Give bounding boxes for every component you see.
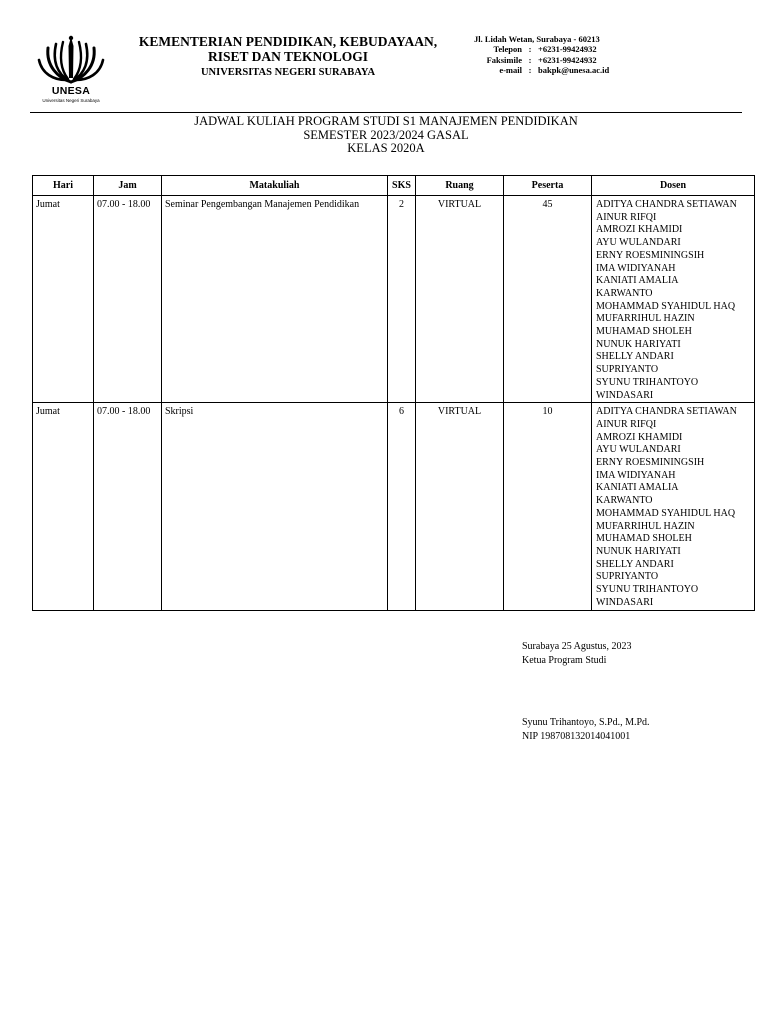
dosen-name: AINUR RIFQI [596, 211, 657, 223]
header-hari: Hari [33, 176, 94, 196]
dosen-name: KARWANTO [596, 495, 653, 507]
cell-matakuliah: Seminar Pengembangan Manajemen Pendidikan [162, 196, 388, 403]
dosen-name: KANIATI AMALIA [596, 275, 679, 287]
header-peserta: Peserta [504, 176, 592, 196]
dosen-name: MUFARRIHUL HAZIN [596, 520, 695, 532]
dosen-name: SYUNU TRIHANTOYO [596, 376, 699, 388]
dosen-name: IMA WIDIYANAH [596, 469, 676, 481]
unesa-emblem-icon [36, 34, 106, 86]
dosen-name: NUNUK HARIYATI [596, 545, 681, 557]
university-name: UNIVERSITAS NEGERI SURABAYA [200, 67, 376, 78]
cell-hari: Jumat [33, 403, 94, 610]
cell-ruang: VIRTUAL [416, 196, 504, 403]
phone-value: +6231-99424932 [538, 44, 597, 55]
cell-matakuliah: Skripsi [162, 403, 388, 610]
dosen-name: AYU WULANDARI [596, 237, 681, 249]
unesa-logo [36, 34, 106, 108]
email-value: bakpk@unesa.ac.id [538, 64, 610, 75]
phone-separator: : [528, 44, 532, 55]
signature-block [522, 640, 650, 743]
dosen-name: ERNY ROESMININGSIH [596, 457, 705, 469]
contact-block [470, 34, 609, 75]
cell-sks: 6 [388, 403, 416, 610]
header-ruang: Ruang [416, 176, 504, 196]
dosen-name: AMROZI KHAMIDI [596, 431, 683, 443]
signature-space [522, 667, 650, 716]
fax-row [470, 55, 609, 65]
document-titles [0, 115, 768, 156]
dosen-name: SHELLY ANDARI [596, 558, 674, 570]
dosen-name: ADITYA CHANDRA SETIAWAN [596, 199, 737, 210]
email-row [470, 65, 609, 75]
signature-name: Syunu Trihantoyo, S.Pd., M.Pd. [522, 717, 650, 728]
dosen-name: WINDASARI [596, 389, 654, 401]
document-title: JADWAL KULIAH PROGRAM STUDI S1 MANAJEMEN PENDIDIKAN [194, 114, 578, 128]
email-separator: : [528, 64, 532, 75]
dosen-name: AINUR RIFQI [596, 418, 657, 430]
header-sks: SKS [388, 176, 416, 196]
schedule-table [32, 175, 755, 611]
phone-label: Telepon [493, 44, 522, 55]
dosen-name: KARWANTO [596, 287, 653, 299]
cell-jam: 07.00 - 18.00 [94, 403, 162, 610]
cell-jam: 07.00 - 18.00 [94, 196, 162, 403]
cell-dosen [592, 196, 755, 403]
dosen-name: IMA WIDIYANAH [596, 262, 676, 274]
dosen-name: SUPRIYANTO [596, 571, 659, 583]
dosen-name: MOHAMMAD SYAHIDUL HAQ [596, 507, 736, 519]
dosen-name: NUNUK HARIYATI [596, 338, 681, 350]
dosen-name: MUFARRIHUL HAZIN [596, 313, 695, 325]
cell-ruang: VIRTUAL [416, 403, 504, 610]
dosen-name: AMROZI KHAMIDI [596, 224, 683, 236]
header-dosen: Dosen [592, 176, 755, 196]
ministry-line-2: RISET DAN TEKNOLOGI [207, 49, 369, 64]
dosen-name: SHELLY ANDARI [596, 351, 674, 363]
fax-label: Faksimile [486, 54, 522, 65]
dosen-name: MOHAMMAD SYAHIDUL HAQ [596, 300, 736, 312]
cell-dosen [592, 403, 755, 610]
dosen-name: AYU WULANDARI [596, 444, 681, 456]
table-row [33, 196, 755, 403]
fax-separator: : [528, 54, 532, 65]
dosen-name: SYUNU TRIHANTOYO [596, 584, 699, 596]
signature-position: Ketua Program Studi [522, 654, 607, 666]
cell-sks: 2 [388, 196, 416, 403]
header-matakuliah: Matakuliah [162, 176, 388, 196]
header-divider [30, 112, 742, 113]
dosen-name: WINDASARI [596, 596, 654, 608]
cell-hari: Jumat [33, 196, 94, 403]
logo-subtext: Universitas Negeri Surabaya [42, 98, 100, 103]
ministry-name [128, 34, 448, 64]
signature-nip: NIP 198708132014041001 [522, 730, 631, 742]
logo-text: UNESA [51, 85, 91, 97]
table-row [33, 403, 755, 610]
phone-row [470, 44, 609, 54]
ministry-line-1: KEMENTERIAN PENDIDIKAN, KEBUDAYAAN, [138, 34, 438, 49]
table-header-row [33, 176, 755, 196]
dosen-name: MUHAMAD SHOLEH [596, 533, 692, 545]
kelas-title: KELAS 2020A [347, 141, 425, 155]
dosen-name: MUHAMAD SHOLEH [596, 326, 692, 338]
fax-value: +6231-99424932 [538, 54, 597, 65]
address: Jl. Lidah Wetan, Surabaya - 60213 [474, 34, 600, 44]
email-label: e-mail [499, 64, 522, 75]
header-jam: Jam [94, 176, 162, 196]
dosen-name: SUPRIYANTO [596, 364, 659, 376]
cell-peserta: 45 [504, 196, 592, 403]
dosen-name: KANIATI AMALIA [596, 482, 679, 494]
dosen-name: ADITYA CHANDRA SETIAWAN [596, 406, 737, 418]
cell-peserta: 10 [504, 403, 592, 610]
dosen-name: ERNY ROESMININGSIH [596, 249, 705, 261]
signature-place-date: Surabaya 25 Agustus, 2023 [522, 641, 632, 652]
semester-title: SEMESTER 2023/2024 GASAL [303, 127, 469, 142]
